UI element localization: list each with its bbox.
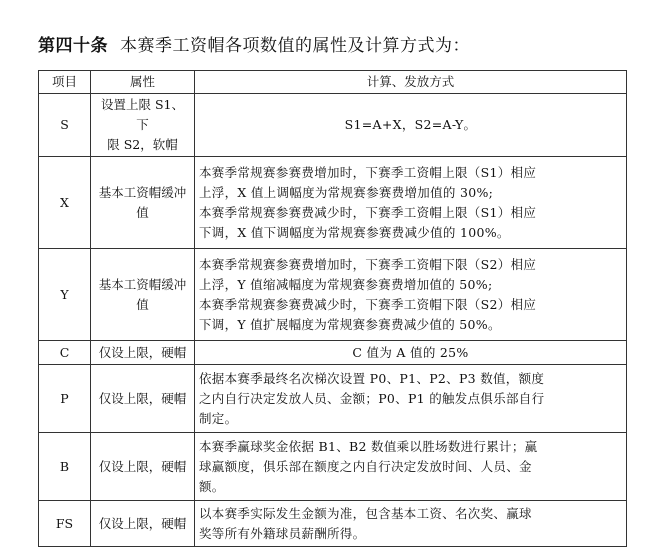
row-calculation: 本赛季赢球奖金依据 B1、B2 数值乘以胜场数进行累计；赢 球赢额度，俱乐部在额度之内自行决定发放时间、人员、金 额。 [195, 433, 627, 501]
row-calculation: 本赛季常规赛参赛费增加时，下赛季工资帽上限（S1）相应 上浮，X 值上调幅度为常规赛参赛费增加值的 30%; 本赛季常规赛参赛费减少时，下赛季工资帽上限（S1）相应 下调，X 值下调幅度为常规赛参赛费减少值的 100%。 [195, 157, 627, 249]
table-row [39, 249, 627, 341]
row-attribute: 基本工资帽缓冲 值 [91, 249, 195, 341]
row-attribute: 基本工资帽缓冲 值 [91, 157, 195, 249]
row-item: P [39, 365, 91, 433]
row-attribute: 仅设上限，硬帽 [91, 501, 195, 547]
row-item: C [39, 341, 91, 365]
header-calculation: 计算、发放方式 [195, 71, 627, 94]
article-title: 本赛季工资帽各项数值的属性及计算方式为： [120, 36, 470, 56]
table-row [39, 341, 627, 365]
row-attribute: 仅设上限，硬帽 [91, 341, 195, 365]
row-item: S [39, 94, 91, 157]
row-attribute: 仅设上限，硬帽 [91, 433, 195, 501]
table-row [39, 365, 627, 433]
row-item: Y [39, 249, 91, 341]
table-header-row [39, 71, 627, 94]
row-item: X [39, 157, 91, 249]
table-row [39, 501, 627, 547]
salary-cap-table [38, 70, 627, 547]
row-attribute: 设置上限 S1、下 限 S2，软帽 [91, 94, 195, 157]
table-row [39, 94, 627, 157]
article-number: 第四十条 [38, 36, 108, 56]
table-row [39, 157, 627, 249]
row-attribute: 仅设上限，硬帽 [91, 365, 195, 433]
row-calculation: S1=A+X，S2=A-Y。 [195, 94, 627, 157]
article-heading [38, 26, 638, 66]
row-calculation: 以本赛季实际发生金额为准，包含基本工资、名次奖、赢球 奖等所有外籍球员薪酬所得。 [195, 501, 627, 547]
header-attribute: 属性 [91, 71, 195, 94]
row-calculation: 本赛季常规赛参赛费增加时，下赛季工资帽下限（S2）相应 上浮，Y 值缩减幅度为常规赛参赛费增加值的 50%; 本赛季常规赛参赛费减少时，下赛季工资帽下限（S2）相应 下调，Y 值扩展幅度为常规赛参赛费减少值的 50%。 [195, 249, 627, 341]
table-row [39, 433, 627, 501]
row-item: FS [39, 501, 91, 547]
row-calculation: C 值为 A 值的 25% [195, 341, 627, 365]
row-item: B [39, 433, 91, 501]
header-item: 项目 [39, 71, 91, 94]
row-calculation: 依据本赛季最终名次梯次设置 P0、P1、P2、P3 数值，额度 之内自行决定发放人员、金额；P0、P1 的触发点俱乐部自行 制定。 [195, 365, 627, 433]
